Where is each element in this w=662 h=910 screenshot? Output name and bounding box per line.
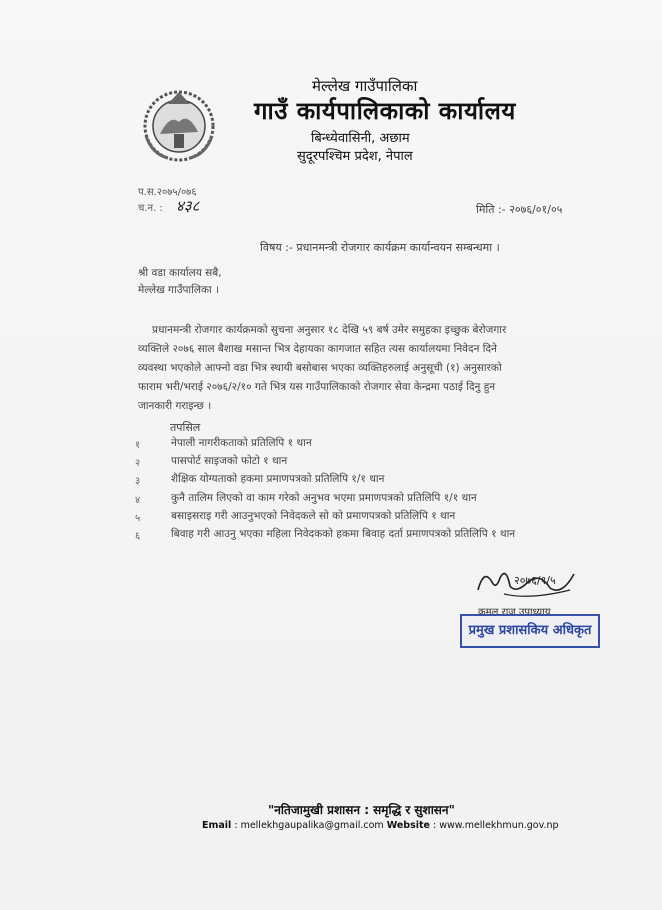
- recipient-line-2: मेल्लेख गाउँपालिका ।: [138, 284, 220, 296]
- office-title: गाउँ कार्यपालिकाको कार्यालय: [254, 97, 516, 125]
- list-item: बिवाह गरी आउनु भएका महिला निवेदकको हकमा बिवाह दर्ता प्रमाणपत्रको प्रतिलिपि १ थान: [171, 528, 516, 540]
- website-label: Website: [386, 820, 430, 831]
- list-item-number: ४: [135, 495, 141, 506]
- address-line-1: बिन्ध्येवासिनी, अछाम: [311, 131, 410, 146]
- list-item-number: २: [135, 458, 141, 469]
- body-line: व्यक्तिले २०७६ साल बैशाख मसान्त भित्र देहायका कागजात सहित त्यस कार्यालयमा निवेदन दिने: [138, 343, 497, 355]
- list-item: बसाइसराइ गरी आउनुभएको निवेदकले सो को प्रमाणपत्रको प्रतिलिपि १ थान: [171, 510, 456, 522]
- signer-name: कमल राज उपाध्याय: [478, 607, 551, 618]
- list-item-number: ६: [135, 531, 141, 542]
- list-item: पासपोर्ट साइजको फोटो १ थान: [171, 455, 288, 467]
- email-label: Email: [202, 820, 232, 831]
- letter-date: मिति :- २०७६/०१/०५: [476, 203, 563, 216]
- signature-icon: [470, 560, 580, 604]
- reference-number: प.स.२०७५/०७६: [138, 187, 197, 198]
- footer-motto: "नतिजामुखी प्रशासन : समृद्धि र सुशासन": [268, 803, 455, 817]
- body-line: प्रधानमन्त्री रोजगार कार्यक्रमको सुचना अनुसार १८ देखि ५९ बर्ष उमेर समुहका इच्छुक बेरोजगार: [152, 324, 507, 336]
- list-item-number: १: [135, 440, 141, 451]
- body-line: व्यवस्था भएकोले आफ्नो वडा भित्र स्थायी बसोबास भएका व्यक्तिहरुलाई अनुसूची (१) अनुसारको: [138, 362, 502, 374]
- email-link[interactable]: mellekhgaupalika@gmail.com: [240, 820, 384, 831]
- list-item: नेपाली नागरीकताको प्रतिलिपि १ थान: [171, 437, 312, 449]
- official-stamp: प्रमुख प्रशासकिय अधिकृत: [460, 614, 600, 648]
- letter-subject: विषय :- प्रधानमन्त्री रोजगार कार्यक्रम कार्यान्वयन सम्बन्धमा ।: [260, 241, 500, 254]
- recipient-line-1: श्री वडा कार्यालय सबै,: [138, 267, 222, 279]
- details-title: तपसिल: [170, 421, 201, 434]
- body-line: जानकारी गराइन्छ ।: [138, 400, 212, 412]
- dispatch-label: च.न. :: [138, 203, 163, 214]
- list-item-number: ५: [135, 513, 141, 524]
- government-emblem-icon: [138, 84, 220, 164]
- signature-date: २०७६/१/५: [514, 574, 556, 587]
- website-link[interactable]: www.mellekhmun.gov.np: [439, 820, 559, 831]
- body-line: फाराम भरी/भराई २०७६/२/१० गते भित्र यस गाउँपालिकाको रोजगार सेवा केन्द्रमा पठाई दिनु हुन: [138, 381, 496, 393]
- list-item: शैक्षिक योग्यताको हकमा प्रमाणपत्रको प्रतिलिपि १/१ थान: [171, 473, 385, 485]
- dispatch-number: ४३८: [176, 197, 200, 215]
- list-item: कुनै तालिम लिएको वा काम गरेको अनुभव भएमा प्रमाणपत्रको प्रतिलिपि १/१ थान: [171, 492, 477, 504]
- municipality-name: मेल्लेख गाउँपालिका: [312, 77, 418, 95]
- address-line-2: सुदूरपश्चिम प्रदेश, नेपाल: [297, 149, 413, 164]
- footer-contact: Email : mellekhgaupalika@gmail.com Website : www.mellekhmun.gov.np: [202, 820, 559, 831]
- list-item-number: ३: [135, 476, 141, 487]
